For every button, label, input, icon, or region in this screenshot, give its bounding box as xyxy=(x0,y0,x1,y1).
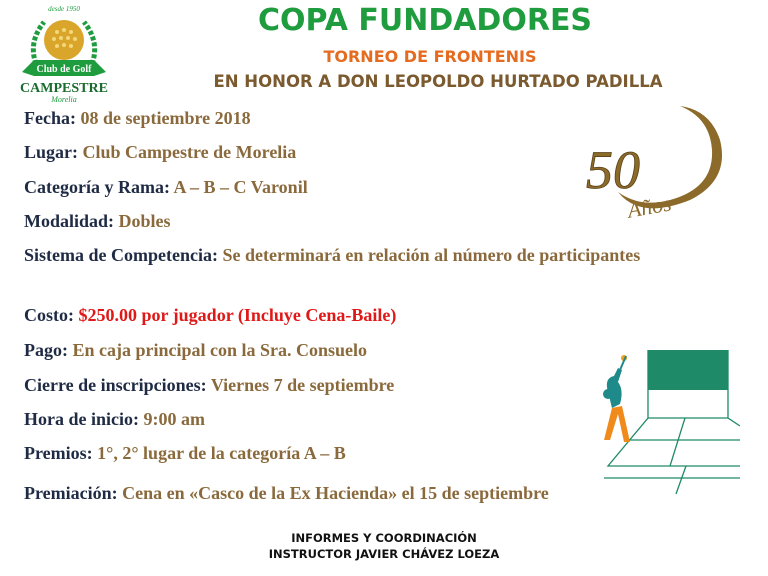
event-title: COPA FUNDADORES xyxy=(257,3,593,38)
costo-label: Costo: xyxy=(24,305,74,325)
costo-value: $250.00 por jugador (Incluye Cena-Baile) xyxy=(78,305,397,325)
premios-value: 1°, 2° lugar de la categoría A – B xyxy=(97,443,346,463)
sistema-label: Sistema de Competencia: xyxy=(24,245,218,265)
hora-value: 9:00 am xyxy=(143,409,205,429)
pago-label: Pago: xyxy=(24,340,68,360)
hora-label: Hora de inicio: xyxy=(24,409,139,429)
premios-row xyxy=(24,440,346,466)
fecha-label: Fecha: xyxy=(24,108,76,128)
player-legs xyxy=(604,406,630,442)
premios-label: Premios: xyxy=(24,443,93,463)
premiacion-row xyxy=(24,480,549,506)
logo-city-text: Morelia xyxy=(51,95,77,104)
frontenis-court-illustration xyxy=(590,348,740,496)
court-wall xyxy=(648,350,728,390)
premiacion-label: Premiación: xyxy=(24,483,118,503)
anniversary-word: Años xyxy=(625,190,674,223)
modalidad-label: Modalidad: xyxy=(24,211,115,231)
cierre-label: Cierre de inscripciones: xyxy=(24,375,207,395)
pago-row xyxy=(24,337,367,363)
fecha-value: 08 de septiembre 2018 xyxy=(80,108,251,128)
lugar-label: Lugar: xyxy=(24,142,78,162)
costo-row xyxy=(24,302,396,328)
anniversary-number: 50 xyxy=(586,140,640,200)
pago-value: En caja principal con la Sra. Consuelo xyxy=(72,340,368,360)
modalidad-row xyxy=(24,208,171,234)
cierre-row xyxy=(24,372,394,398)
categoria-value: A – B – C Varonil xyxy=(173,177,308,197)
categoria-label: Categoría y Rama: xyxy=(24,177,170,197)
premiacion-value: Cena en «Casco de la Ex Hacienda» el 15 de septiembre xyxy=(122,483,549,503)
sistema-row xyxy=(24,242,674,268)
logo-banner-text: Club de Golf xyxy=(36,64,92,75)
footer-line-2: INSTRUCTOR JAVIER CHÁVEZ LOEZA xyxy=(268,547,500,561)
lugar-row xyxy=(24,139,296,165)
event-subtitle: TORNEO DE FRONTENIS xyxy=(323,47,537,66)
frontenis-player-icon xyxy=(590,348,740,496)
golf-ball-logo-icon xyxy=(14,2,114,108)
fecha-row xyxy=(24,105,251,131)
logo-top-text: desde 1950 xyxy=(48,5,80,13)
lugar-value: Club Campestre de Morelia xyxy=(82,142,297,162)
fifty-years-icon xyxy=(580,100,730,230)
sistema-value: Se determinará en relación al número de participantes xyxy=(222,245,641,265)
modalidad-value: Dobles xyxy=(118,211,171,231)
footer-line-1: INFORMES Y COORDINACIÓN xyxy=(291,531,477,545)
anniversary-emblem xyxy=(580,100,730,230)
hora-row xyxy=(24,406,205,432)
player-body xyxy=(607,368,622,408)
cierre-value: Viernes 7 de septiembre xyxy=(210,375,395,395)
event-honor-line: EN HONOR A DON LEOPOLDO HURTADO PADILLA xyxy=(213,72,663,91)
categoria-row xyxy=(24,174,308,200)
club-logo xyxy=(14,2,114,108)
logo-name-text: CAMPESTRE xyxy=(20,81,108,96)
